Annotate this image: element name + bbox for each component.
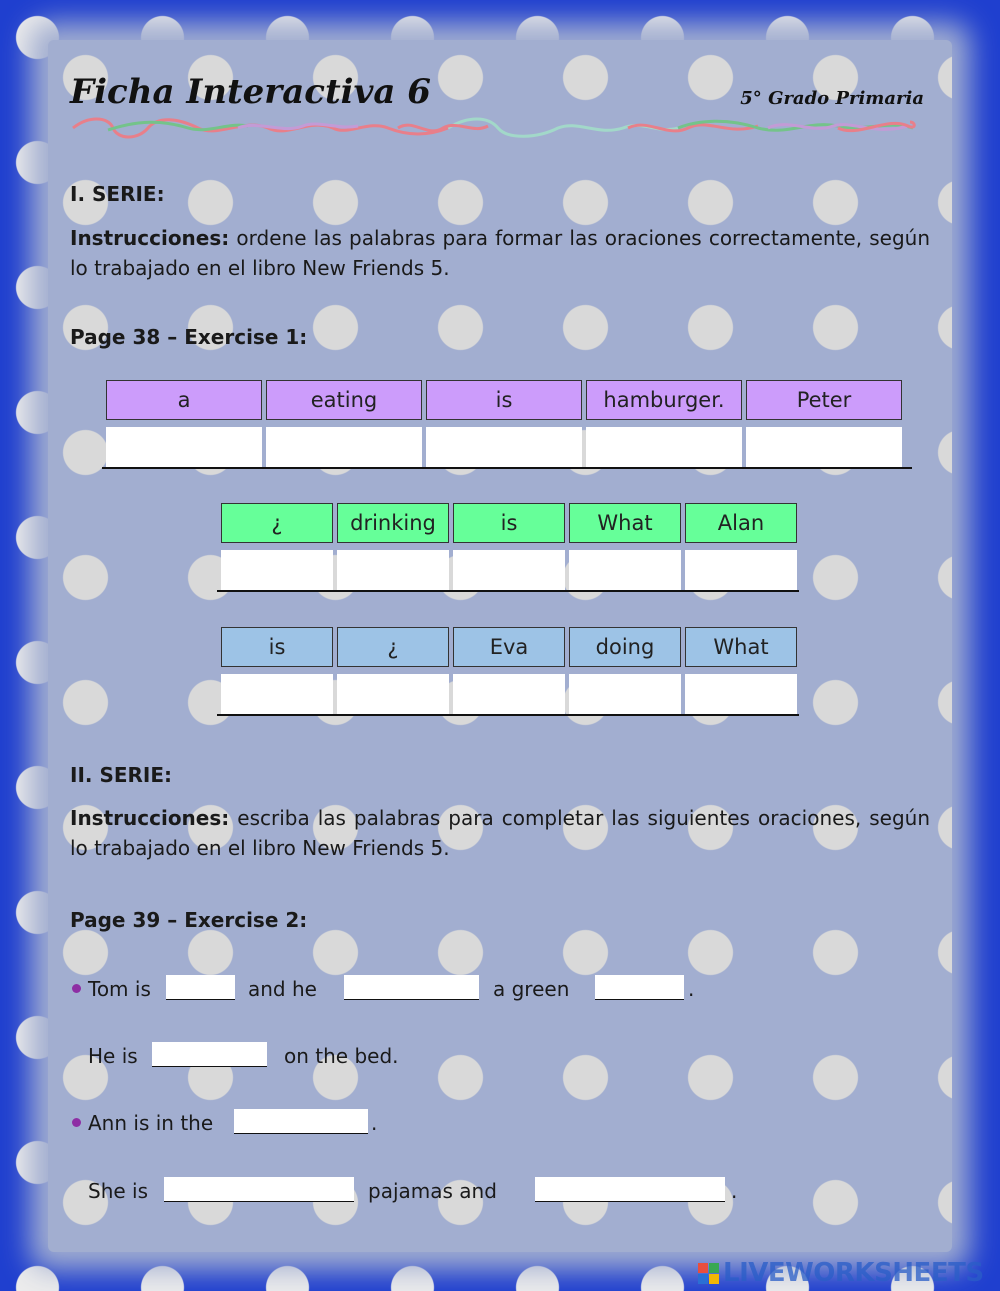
serie1-instructions <box>70 223 930 283</box>
sentence-text: Tom is <box>88 977 151 1001</box>
drop-slot[interactable] <box>337 550 449 590</box>
word-tile[interactable]: Peter <box>746 380 902 420</box>
drop-slot[interactable] <box>453 674 565 714</box>
word-row-3 <box>221 627 797 667</box>
answer-input[interactable] <box>344 975 479 1000</box>
word-tile[interactable]: Eva <box>453 627 565 667</box>
sentence-text: . <box>371 1111 378 1135</box>
word-row-2 <box>221 503 797 543</box>
drop-slot[interactable] <box>569 674 681 714</box>
word-tile[interactable]: a <box>106 380 262 420</box>
sentence-text: Ann is in the <box>88 1111 214 1135</box>
word-tile[interactable]: Alan <box>685 503 797 543</box>
bullet-icon <box>72 1118 81 1127</box>
serie1-instr-label: Instrucciones: <box>70 226 230 250</box>
word-tile[interactable]: What <box>685 627 797 667</box>
drop-slot[interactable] <box>746 427 902 467</box>
sentence-text: . <box>688 977 695 1001</box>
drop-slot[interactable] <box>569 550 681 590</box>
decorative-swirl-divider <box>68 114 918 142</box>
serie1-instr-text: ordene las palabras para formar las oraciones correctamente, según lo trabajado en el libro New Friends 5. <box>70 226 930 280</box>
serie1-heading: I. SERIE: <box>70 182 165 206</box>
serie2-instructions <box>70 803 930 863</box>
watermark-text: LIVEWORKSHEETS <box>723 1258 984 1288</box>
sentence-text: a green <box>493 977 570 1001</box>
answer-input[interactable] <box>152 1042 267 1067</box>
answer-row-2 <box>221 550 797 590</box>
sentence-text: . <box>731 1179 738 1203</box>
answer-row-1 <box>106 427 902 467</box>
drop-slot[interactable] <box>685 674 797 714</box>
drop-slot[interactable] <box>266 427 422 467</box>
drop-slot[interactable] <box>337 674 449 714</box>
answer-input[interactable] <box>164 1177 354 1202</box>
sentence-text: and he <box>248 977 317 1001</box>
sentence-text: He is <box>88 1044 138 1068</box>
sentence-text: on the bed. <box>284 1044 399 1068</box>
drop-slot[interactable] <box>426 427 582 467</box>
serie2-instr-text: escriba las palabras para completar las siguientes oraciones, según lo trabajado en el libro New Friends 5. <box>70 806 930 860</box>
watermark <box>698 1258 984 1288</box>
answer-baseline <box>217 714 799 716</box>
drop-slot[interactable] <box>453 550 565 590</box>
word-tile[interactable]: ¿ <box>337 627 449 667</box>
sentence-text: pajamas and <box>368 1179 497 1203</box>
word-tile[interactable]: is <box>426 380 582 420</box>
serie2-instr-label: Instrucciones: <box>70 806 230 830</box>
bullet-icon <box>72 984 81 993</box>
answer-input[interactable] <box>535 1177 725 1202</box>
serie1-page-label: Page 38 – Exercise 1: <box>70 325 308 349</box>
word-tile[interactable]: is <box>453 503 565 543</box>
word-tile[interactable]: What <box>569 503 681 543</box>
word-tile[interactable]: is <box>221 627 333 667</box>
answer-baseline <box>217 590 799 592</box>
word-tile[interactable]: doing <box>569 627 681 667</box>
word-tile[interactable]: drinking <box>337 503 449 543</box>
answer-row-3 <box>221 674 797 714</box>
word-row-1 <box>106 380 902 420</box>
word-tile[interactable]: eating <box>266 380 422 420</box>
answer-baseline <box>102 467 912 469</box>
word-tile[interactable]: hamburger. <box>586 380 742 420</box>
drop-slot[interactable] <box>106 427 262 467</box>
drop-slot[interactable] <box>586 427 742 467</box>
answer-input[interactable] <box>166 975 235 1000</box>
serie2-heading: II. SERIE: <box>70 763 173 787</box>
answer-input[interactable] <box>234 1109 368 1134</box>
answer-input[interactable] <box>595 975 684 1000</box>
page-title: Ficha Interactiva 6 <box>70 72 431 112</box>
drop-slot[interactable] <box>221 674 333 714</box>
word-tile[interactable]: ¿ <box>221 503 333 543</box>
grade-label: 5° Grado Primaria <box>740 88 924 109</box>
sentence-text: She is <box>88 1179 149 1203</box>
drop-slot[interactable] <box>221 550 333 590</box>
drop-slot[interactable] <box>685 550 797 590</box>
liveworksheets-logo-icon <box>698 1263 719 1284</box>
serie2-page-label: Page 39 – Exercise 2: <box>70 908 308 932</box>
